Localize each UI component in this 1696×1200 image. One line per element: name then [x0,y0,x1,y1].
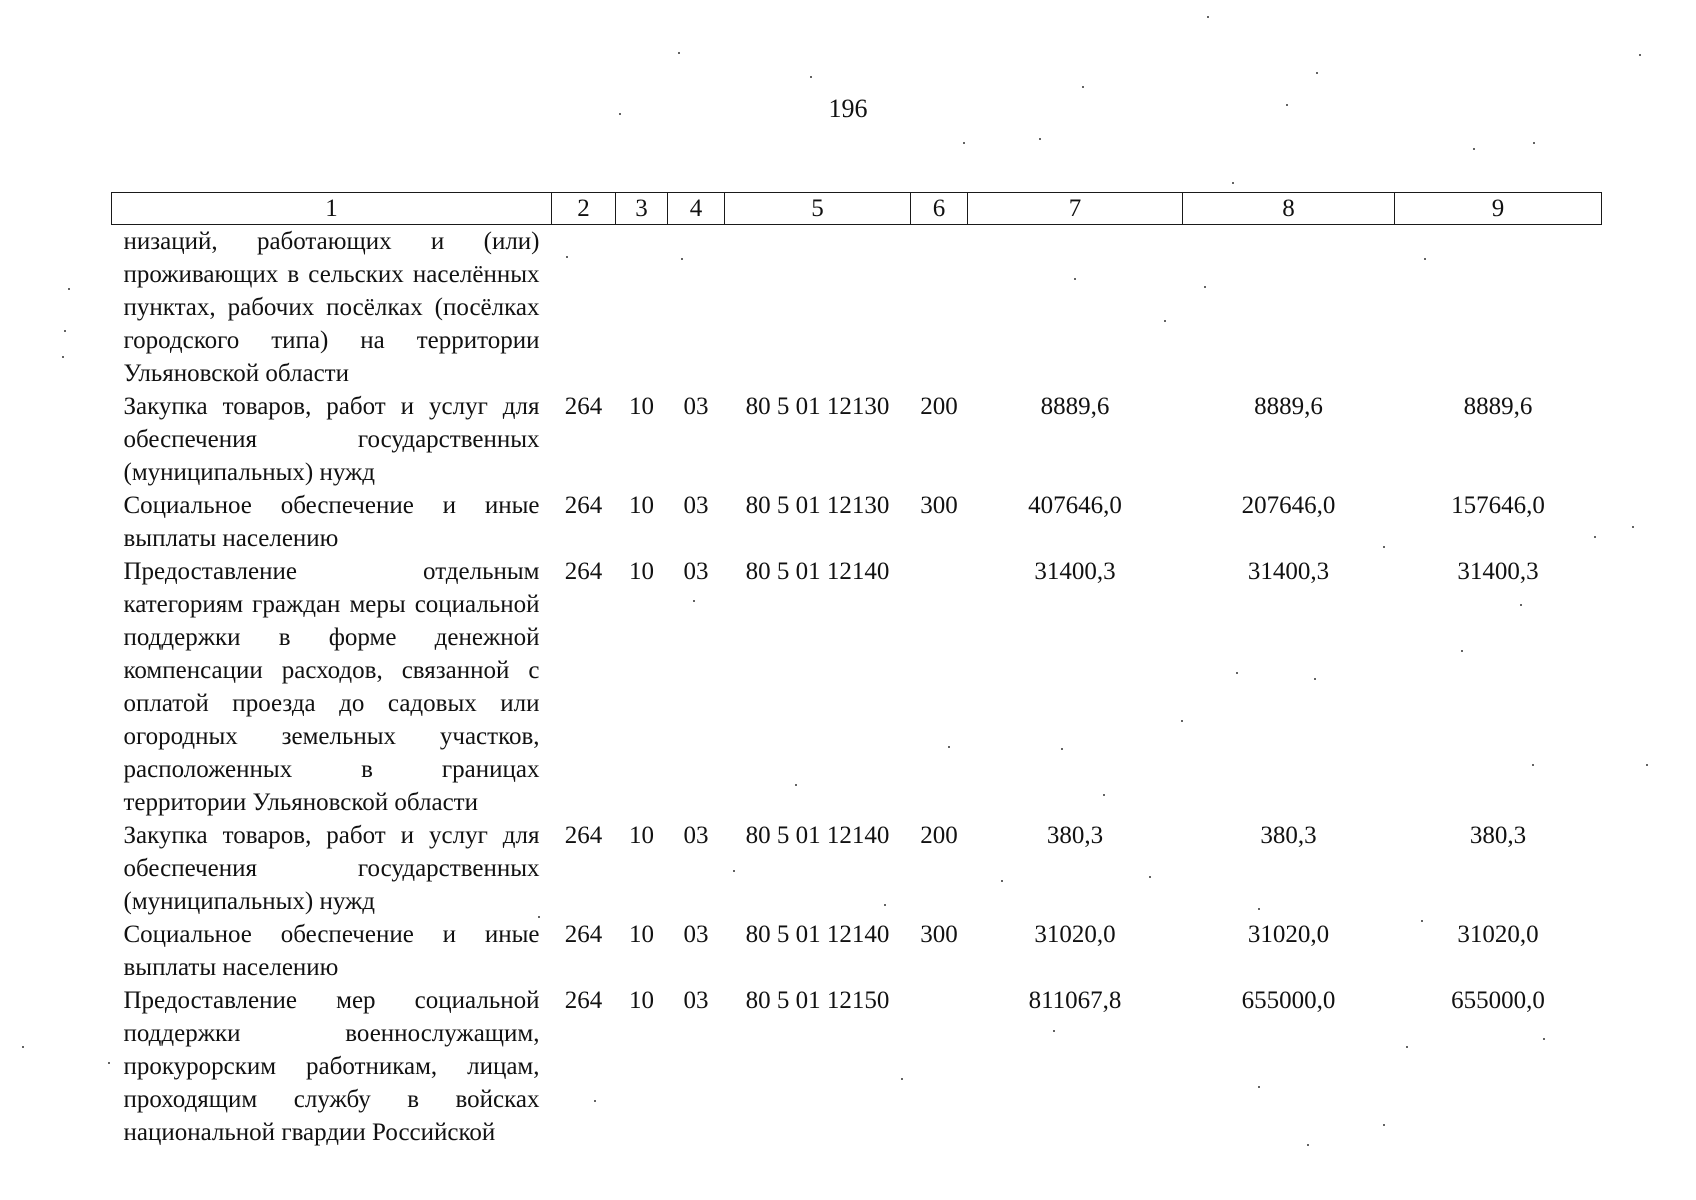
scan-speck [538,916,540,918]
cell-col7: 31020,0 [1034,921,1116,948]
cell-col5: 80 5 01 12140 [745,822,890,849]
cell-col4 [668,225,725,391]
row-description: Закупка товаров, работ и услуг для обеспечения государственных (муниципальных) нужд [123,822,540,915]
column-header-7: 7 [968,193,1183,225]
scan-speck [1473,148,1475,150]
scan-speck [1181,720,1183,722]
column-header-9: 9 [1395,193,1602,225]
cell-col2: 264 [564,921,603,948]
scan-speck [68,288,70,290]
scan-speck [1286,104,1288,106]
cell-col8: 8889,6 [1254,393,1323,420]
cell-col7: 380,3 [1046,822,1104,849]
scan-speck [1001,880,1003,882]
scan-speck [1383,1124,1385,1126]
scan-speck [1061,748,1063,750]
cell-col5: 80 5 01 12140 [745,558,890,585]
column-header-3: 3 [616,193,668,225]
scan-speck [1307,1144,1309,1146]
table-row [112,918,1602,984]
scan-speck [1594,536,1596,538]
cell-col3: 10 [629,921,654,948]
scan-speck [1236,672,1238,674]
scan-speck [1258,1086,1260,1088]
scan-speck [810,76,812,78]
scan-speck [681,258,683,260]
scan-speck [1383,546,1385,548]
cell-col4: 03 [683,393,709,420]
cell-col8: 31400,3 [1247,558,1330,585]
row-description: Социальное обеспечение и иные выплаты населению [123,921,540,981]
scan-speck [22,1046,24,1048]
page-number: 196 [828,94,868,123]
cell-col9: 8889,6 [1463,393,1533,420]
cell-col7: 8889,6 [1040,393,1110,420]
scan-speck [1053,1030,1055,1032]
budget-table [111,192,1602,1149]
cell-col6: 200 [920,393,958,420]
cell-col9: 655000,0 [1451,987,1545,1014]
cell-col2: 264 [564,393,603,420]
scan-speck [1532,764,1534,766]
cell-col3: 10 [629,987,654,1014]
scan-speck [619,113,621,115]
scan-speck [795,784,797,786]
scan-speck [1543,1038,1545,1040]
scan-speck [693,600,695,602]
cell-col5: 80 5 01 12130 [745,393,890,420]
cell-col5: 80 5 01 12130 [745,492,890,519]
column-header-8: 8 [1183,193,1395,225]
cell-col8: 380,3 [1260,822,1317,849]
scan-speck [1232,182,1234,184]
cell-col3: 10 [629,492,654,519]
table-row [112,489,1602,555]
cell-col3 [616,225,668,391]
cell-col5 [725,225,911,391]
cell-col9: 380,3 [1469,822,1527,849]
scan-speck [1316,72,1318,74]
cell-col3: 10 [629,393,654,420]
scan-speck [1164,320,1166,322]
scan-speck [1646,764,1648,766]
cell-col4: 03 [683,921,709,948]
cell-col9: 31020,0 [1457,921,1539,948]
table-body [112,225,1602,1150]
scan-speck [594,1100,596,1102]
cell-col6: 200 [920,822,958,849]
table-row [112,555,1602,819]
column-header-5: 5 [725,193,911,225]
table-row [112,225,1602,391]
cell-col4: 03 [683,558,709,585]
cell-col4: 03 [683,822,709,849]
scan-speck [1461,650,1463,652]
scan-speck [901,1078,903,1080]
scan-speck [108,1062,110,1064]
scan-speck [1314,678,1316,680]
scan-speck [566,256,568,258]
cell-col7: 407646,0 [1028,492,1122,519]
scan-speck [1149,876,1151,878]
scan-speck [733,870,735,872]
scan-speck [1520,604,1522,606]
cell-col3: 10 [629,558,654,585]
cell-col7: 811067,8 [1028,987,1122,1014]
scan-speck [1533,142,1535,144]
scan-speck [1103,794,1105,796]
cell-col6: 300 [920,492,958,519]
column-header-1: 1 [112,193,552,225]
scan-speck [884,904,886,906]
table-header [112,193,1602,225]
cell-col2: 264 [564,492,603,519]
scan-speck [1632,526,1634,528]
cell-col2: 264 [564,822,603,849]
scan-speck [1424,258,1426,260]
table-row [112,390,1602,489]
scan-speck [1082,86,1084,88]
cell-col8: 31020,0 [1247,921,1330,948]
cell-col4: 03 [683,987,709,1014]
cell-col8: 655000,0 [1241,987,1336,1014]
header-row [112,193,1602,225]
scan-speck [678,52,680,54]
scan-speck [64,330,66,332]
cell-col9: 31400,3 [1457,558,1539,585]
row-description: низаций, работающих и (или) проживающих в сельских населённых пунктах, рабочих посёлках (посёлках городского типа) на территории Ульяновской области [123,228,540,387]
cell-col6 [911,225,968,391]
scan-speck [1639,54,1641,56]
scan-speck [948,746,950,748]
column-header-4: 4 [668,193,725,225]
table-row [112,819,1602,918]
cell-col9 [1395,225,1602,391]
column-header-2: 2 [552,193,616,225]
cell-col5: 80 5 01 12140 [745,921,890,948]
cell-col6 [911,555,968,819]
scan-speck [1406,1046,1408,1048]
column-header-6: 6 [911,193,968,225]
cell-col9: 157646,0 [1451,492,1545,519]
scan-speck [1039,138,1041,140]
row-description: Предоставление отдельным категориям граждан меры социальной поддержки в форме денежной компенсации расходов, связанной с оплатой проезда до садовых или огородных земельных участков, расположенных в границах территории Ульяновской области [123,558,540,816]
cell-col6 [911,984,968,1149]
cell-col2: 264 [564,987,603,1014]
cell-col8: 207646,0 [1241,492,1336,519]
scan-speck [1421,920,1423,922]
row-description: Предоставление мер социальной поддержки военнослужащим, прокурорским работникам, лицам, проходящим службу в войсках национальной гвардии Российской [123,987,540,1146]
cell-col4: 03 [683,492,709,519]
scan-speck [1204,286,1206,288]
budget-table-container [111,192,1601,1149]
cell-col5: 80 5 01 12150 [745,987,890,1014]
cell-col8 [1183,225,1395,391]
table-row [112,984,1602,1149]
cell-col7 [968,225,1183,391]
scan-speck [1258,908,1260,910]
row-description: Социальное обеспечение и иные выплаты населению [123,492,540,552]
scan-speck [1074,278,1076,280]
scan-speck [963,142,965,144]
scan-speck [62,356,64,358]
scan-speck [1207,16,1209,18]
cell-col2: 264 [564,558,603,585]
cell-col6: 300 [920,921,958,948]
cell-col7: 31400,3 [1034,558,1116,585]
cell-col3: 10 [629,822,654,849]
row-description: Закупка товаров, работ и услуг для обеспечения государственных (муниципальных) нужд [123,393,540,486]
cell-col2 [552,225,616,391]
